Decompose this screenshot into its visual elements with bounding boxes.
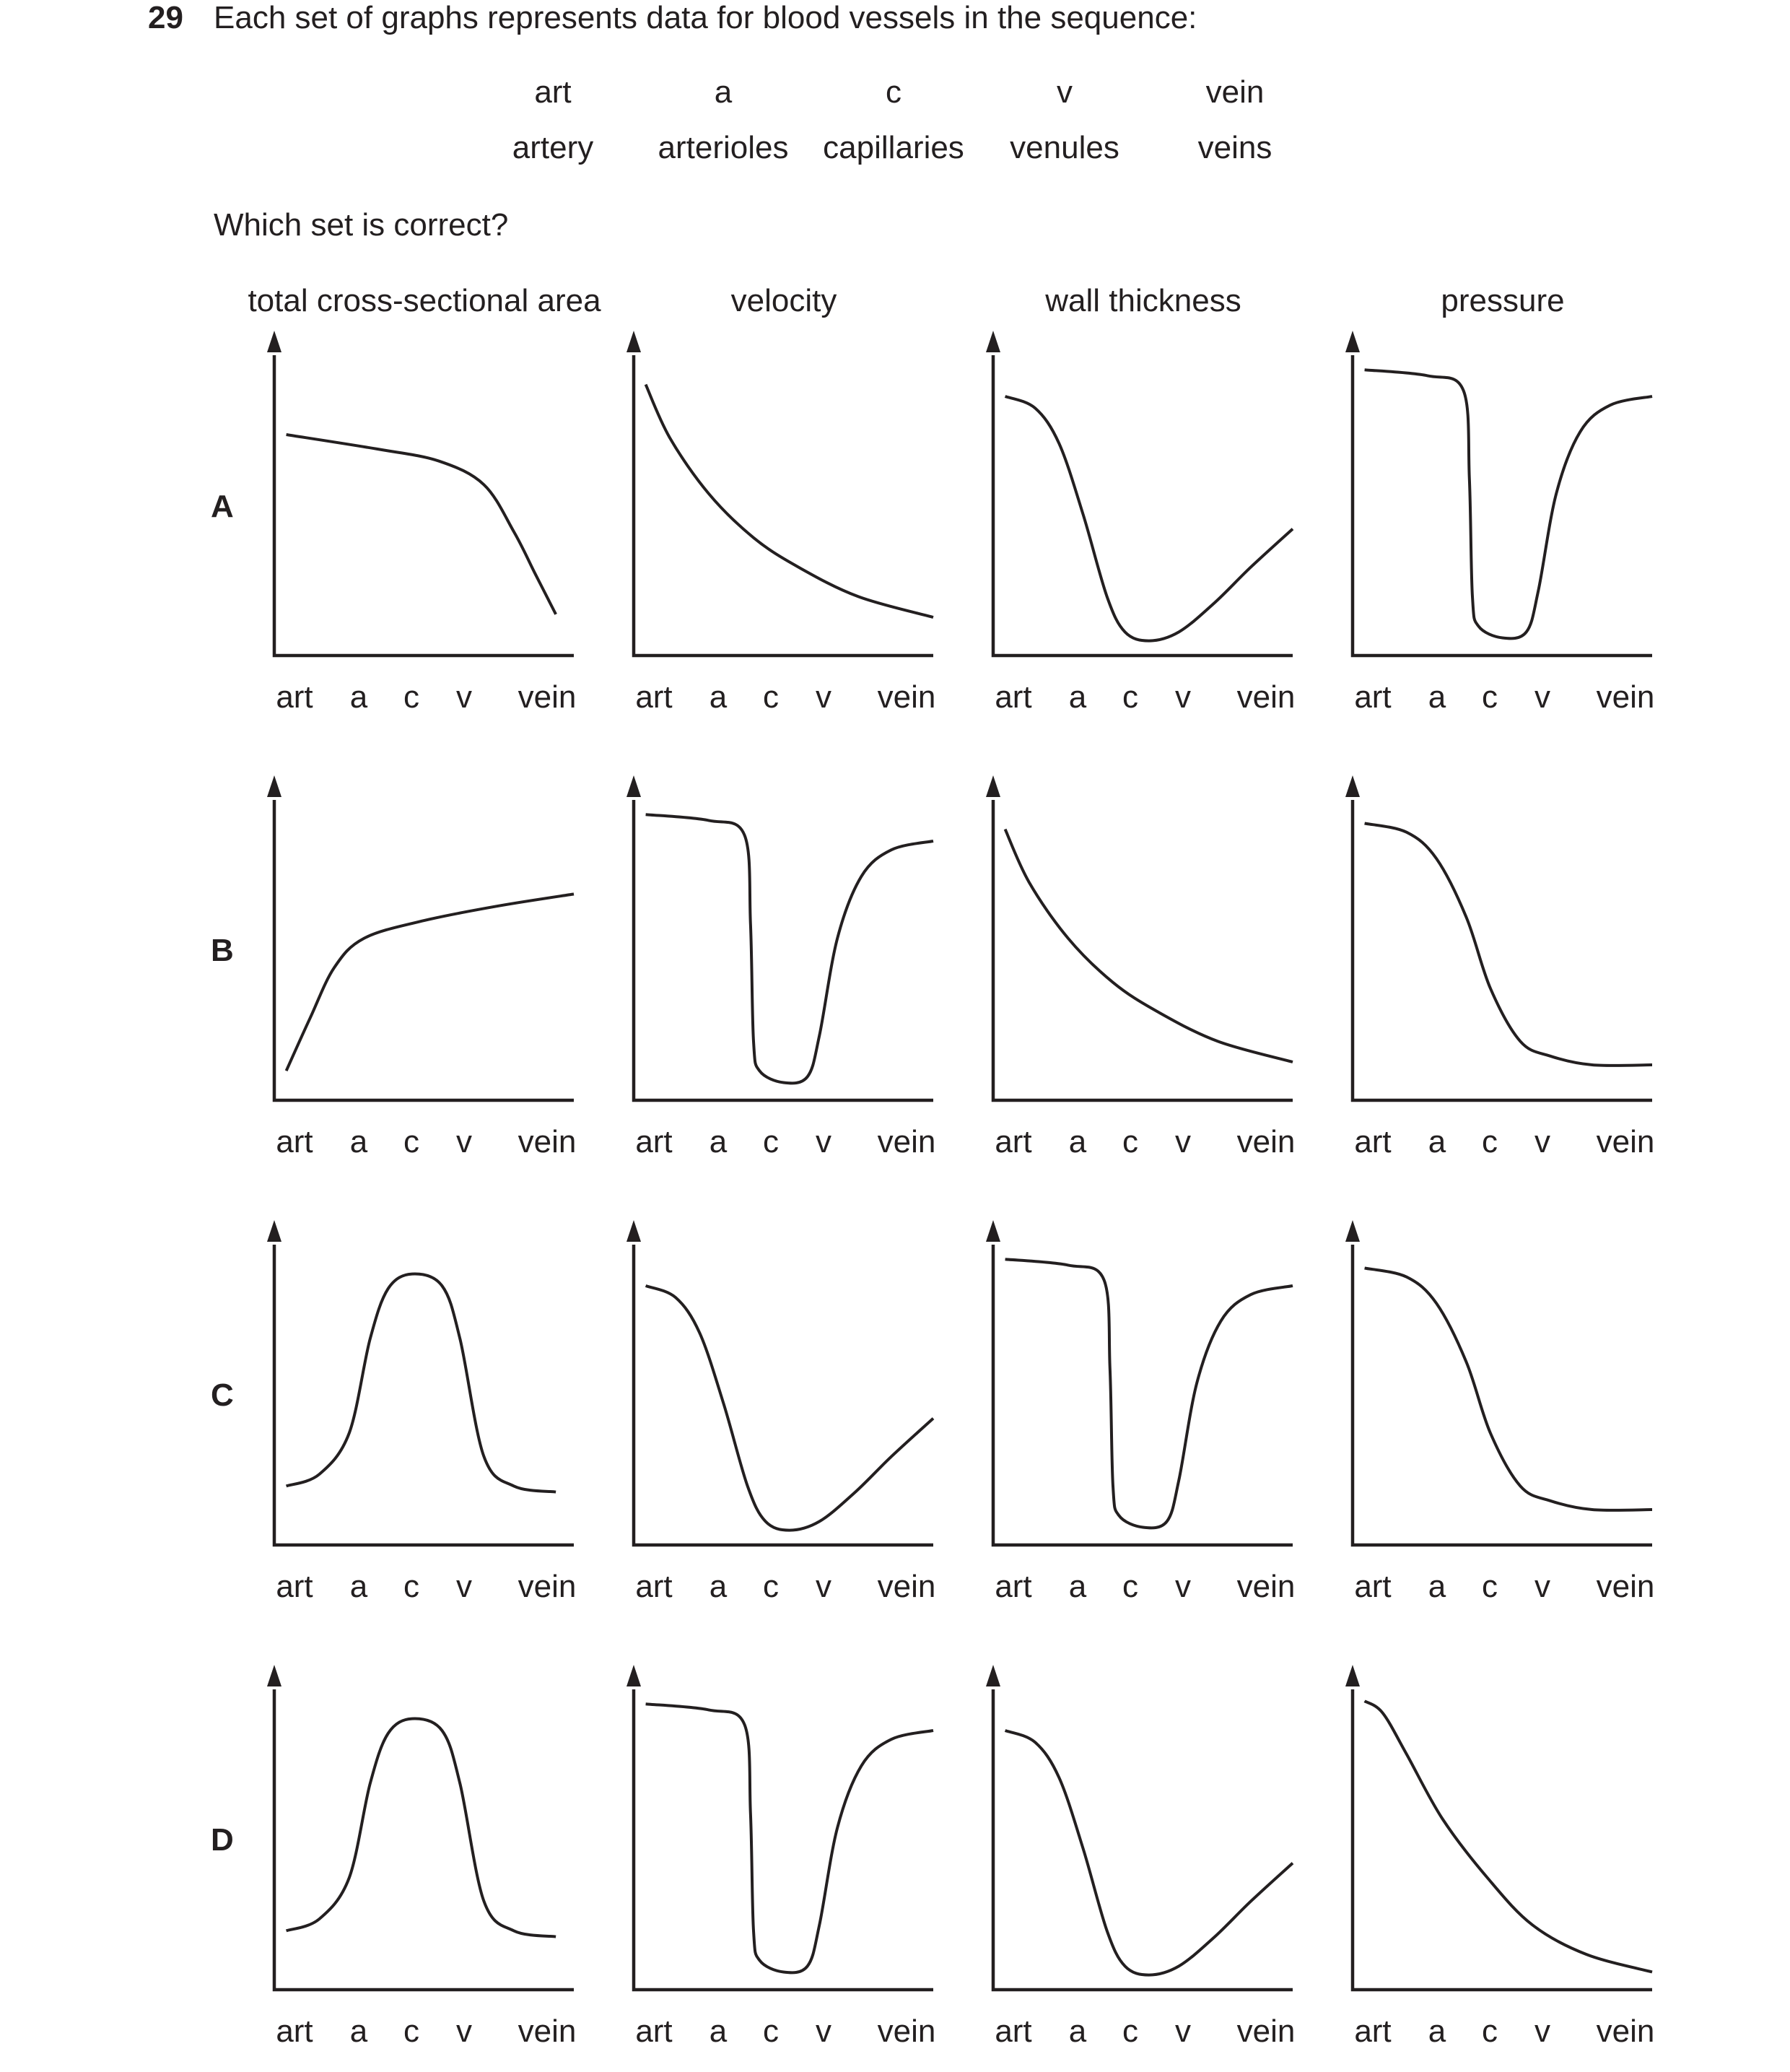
x-tick-label: c: [1122, 1569, 1138, 1604]
x-tick-label: v: [816, 2014, 831, 2049]
x-tick-label: c: [763, 1124, 779, 1159]
x-tick-label: v: [456, 1569, 472, 1604]
column-heading-velocity: velocity: [730, 283, 837, 318]
x-tick-label: v: [1175, 2014, 1191, 2049]
graph-a-wall-thickness: [986, 331, 1295, 715]
seq-abbr-veins: vein: [1205, 74, 1265, 110]
x-tick-label: v: [1534, 1124, 1550, 1159]
x-tick-label: vein: [518, 1569, 577, 1604]
y-axis-arrowhead-icon: [626, 775, 641, 797]
x-tick-label: v: [816, 1569, 831, 1604]
x-tick-label: vein: [877, 1124, 936, 1159]
x-tick-label: vein: [1596, 679, 1655, 715]
x-tick-label: vein: [877, 2014, 936, 2049]
x-tick-label: c: [1482, 1569, 1498, 1604]
x-tick-label: v: [456, 2014, 472, 2049]
x-tick-label: vein: [1236, 679, 1296, 715]
x-tick-label: v: [1534, 2014, 1550, 2049]
x-tick-label: v: [456, 679, 472, 715]
y-axis-arrowhead-icon: [986, 1220, 1000, 1242]
x-tick-label: art: [635, 1569, 673, 1604]
graph-curve: [1365, 1701, 1652, 1972]
graph-a-area: [267, 331, 576, 715]
x-tick-label: c: [1122, 679, 1138, 715]
x-tick-label: art: [995, 1569, 1032, 1604]
x-tick-label: vein: [1596, 2014, 1655, 2049]
seq-name-venules: venules: [1010, 130, 1119, 165]
graph-axes: [993, 1245, 1293, 1545]
graph-curve: [1005, 1259, 1293, 1528]
graph-b-area: [267, 775, 576, 1159]
x-tick-label: v: [816, 1124, 831, 1159]
graph-axes: [993, 1689, 1293, 1990]
graph-curve: [646, 385, 933, 617]
x-tick-label: art: [276, 2014, 313, 2049]
graph-curve: [1005, 396, 1293, 641]
x-tick-label: art: [995, 1124, 1032, 1159]
x-tick-label: art: [995, 2014, 1032, 2049]
x-tick-label: a: [1068, 2014, 1087, 2049]
graph-axes: [993, 800, 1293, 1100]
graph-curve: [1365, 1268, 1652, 1510]
x-tick-label: a: [709, 2014, 728, 2049]
graph-axes: [993, 355, 1293, 656]
graph-d-velocity: [626, 1665, 935, 2049]
graph-a-pressure: [1345, 331, 1654, 715]
graph-c-velocity: [626, 1220, 935, 1604]
x-tick-label: c: [763, 679, 779, 715]
option-label-a: A: [211, 489, 234, 524]
x-tick-label: vein: [1236, 1569, 1296, 1604]
x-tick-label: v: [1175, 1124, 1191, 1159]
y-axis-arrowhead-icon: [1345, 1220, 1360, 1242]
graph-curve: [1005, 830, 1293, 1062]
x-tick-label: a: [349, 1124, 368, 1159]
x-tick-label: a: [1428, 1124, 1446, 1159]
y-axis-arrowhead-icon: [1345, 775, 1360, 797]
x-tick-label: v: [1175, 1569, 1191, 1604]
x-tick-label: a: [1068, 1124, 1087, 1159]
x-tick-label: c: [403, 2014, 419, 2049]
option-label-d: D: [211, 1822, 234, 1858]
seq-name-veins: veins: [1197, 130, 1272, 165]
seq-abbr-arterioles: a: [714, 74, 733, 110]
graph-axes: [1353, 1245, 1652, 1545]
graph-c-pressure: [1345, 1220, 1654, 1604]
x-tick-label: v: [456, 1124, 472, 1159]
graph-curve: [646, 814, 933, 1083]
graph-d-pressure: [1345, 1665, 1654, 2049]
graph-curve: [287, 435, 556, 614]
question-number: 29: [148, 0, 183, 35]
graph-axes: [634, 355, 933, 656]
graph-c-wall-thickness: [986, 1220, 1295, 1604]
x-tick-label: v: [816, 679, 831, 715]
x-tick-label: vein: [877, 1569, 936, 1604]
graph-axes: [634, 800, 933, 1100]
x-tick-label: a: [709, 1569, 728, 1604]
seq-abbr-venules: v: [1057, 74, 1073, 110]
x-tick-label: art: [276, 1124, 313, 1159]
x-tick-label: c: [403, 1124, 419, 1159]
y-axis-arrowhead-icon: [626, 1665, 641, 1686]
x-tick-label: art: [1354, 1124, 1392, 1159]
x-tick-label: a: [1068, 679, 1087, 715]
graph-axes: [1353, 800, 1652, 1100]
x-tick-label: vein: [518, 2014, 577, 2049]
x-tick-label: art: [995, 679, 1032, 715]
graph-curve: [287, 1274, 556, 1492]
x-tick-label: c: [1122, 2014, 1138, 2049]
graph-b-pressure: [1345, 775, 1654, 1159]
option-label-b: B: [211, 933, 234, 968]
x-tick-label: vein: [1596, 1569, 1655, 1604]
y-axis-arrowhead-icon: [267, 1665, 281, 1686]
y-axis-arrowhead-icon: [986, 1665, 1000, 1686]
question-text: Each set of graphs represents data for blood vessels in the sequence:: [214, 0, 1197, 35]
x-tick-label: c: [1122, 1124, 1138, 1159]
y-axis-arrowhead-icon: [986, 775, 1000, 797]
graph-curve: [287, 1719, 556, 1937]
x-tick-label: c: [1482, 679, 1498, 715]
x-tick-label: art: [635, 2014, 673, 2049]
graph-axes: [634, 1689, 933, 1990]
y-axis-arrowhead-icon: [1345, 1665, 1360, 1686]
x-tick-label: c: [763, 1569, 779, 1604]
graph-axes: [1353, 355, 1652, 656]
x-tick-label: a: [1068, 1569, 1087, 1604]
graph-curve: [646, 1286, 933, 1531]
x-tick-label: v: [1534, 1569, 1550, 1604]
graph-c-area: [267, 1220, 576, 1604]
column-heading-pressure: pressure: [1441, 283, 1565, 318]
x-tick-label: art: [1354, 2014, 1392, 2049]
graph-curve: [1365, 370, 1652, 638]
x-tick-label: art: [635, 1124, 673, 1159]
y-axis-arrowhead-icon: [986, 331, 1000, 352]
question-prompt: Which set is correct?: [214, 207, 509, 243]
graph-axes: [274, 1689, 574, 1990]
x-tick-label: vein: [1236, 2014, 1296, 2049]
x-tick-label: a: [349, 679, 368, 715]
seq-name-artery: artery: [512, 130, 594, 165]
x-tick-label: c: [1482, 2014, 1498, 2049]
seq-abbr-capillaries: c: [886, 74, 901, 110]
x-tick-label: art: [635, 679, 673, 715]
x-tick-label: art: [1354, 679, 1392, 715]
graph-axes: [274, 1245, 574, 1545]
graph-curve: [1365, 824, 1652, 1066]
x-tick-label: art: [276, 679, 313, 715]
x-tick-label: art: [276, 1569, 313, 1604]
x-tick-label: a: [349, 1569, 368, 1604]
x-tick-label: c: [1482, 1124, 1498, 1159]
graph-d-wall-thickness: [986, 1665, 1295, 2049]
x-tick-label: vein: [1236, 1124, 1296, 1159]
graph-b-wall-thickness: [986, 775, 1295, 1159]
y-axis-arrowhead-icon: [267, 1220, 281, 1242]
graph-axes: [274, 800, 574, 1100]
x-tick-label: c: [403, 1569, 419, 1604]
graph-b-velocity: [626, 775, 935, 1159]
y-axis-arrowhead-icon: [1345, 331, 1360, 352]
x-tick-label: c: [403, 679, 419, 715]
x-tick-label: vein: [877, 679, 936, 715]
x-tick-label: a: [1428, 1569, 1446, 1604]
x-tick-label: v: [1534, 679, 1550, 715]
x-tick-label: a: [709, 679, 728, 715]
seq-name-arterioles: arterioles: [658, 130, 789, 165]
graph-d-area: [267, 1665, 576, 2049]
x-tick-label: vein: [518, 1124, 577, 1159]
y-axis-arrowhead-icon: [626, 1220, 641, 1242]
seq-abbr-artery: art: [534, 74, 572, 110]
y-axis-arrowhead-icon: [267, 775, 281, 797]
x-tick-label: v: [1175, 679, 1191, 715]
x-tick-label: a: [709, 1124, 728, 1159]
graph-axes: [1353, 1689, 1652, 1990]
y-axis-arrowhead-icon: [626, 331, 641, 352]
graph-axes: [274, 355, 574, 656]
x-tick-label: vein: [518, 679, 577, 715]
graph-curve: [646, 1704, 933, 1972]
x-tick-label: a: [349, 2014, 368, 2049]
graph-axes: [634, 1245, 933, 1545]
graph-a-velocity: [626, 331, 935, 715]
x-tick-label: art: [1354, 1569, 1392, 1604]
x-tick-label: vein: [1596, 1124, 1655, 1159]
graph-curve: [1005, 1731, 1293, 1975]
x-tick-label: a: [1428, 2014, 1446, 2049]
option-label-c: C: [211, 1377, 234, 1413]
column-heading-wall-thickness: wall thickness: [1045, 283, 1241, 318]
y-axis-arrowhead-icon: [267, 331, 281, 352]
x-tick-label: c: [763, 2014, 779, 2049]
column-heading-area: total cross-sectional area: [248, 283, 601, 318]
x-tick-label: a: [1428, 679, 1446, 715]
graph-curve: [287, 894, 574, 1071]
seq-name-capillaries: capillaries: [823, 130, 964, 165]
